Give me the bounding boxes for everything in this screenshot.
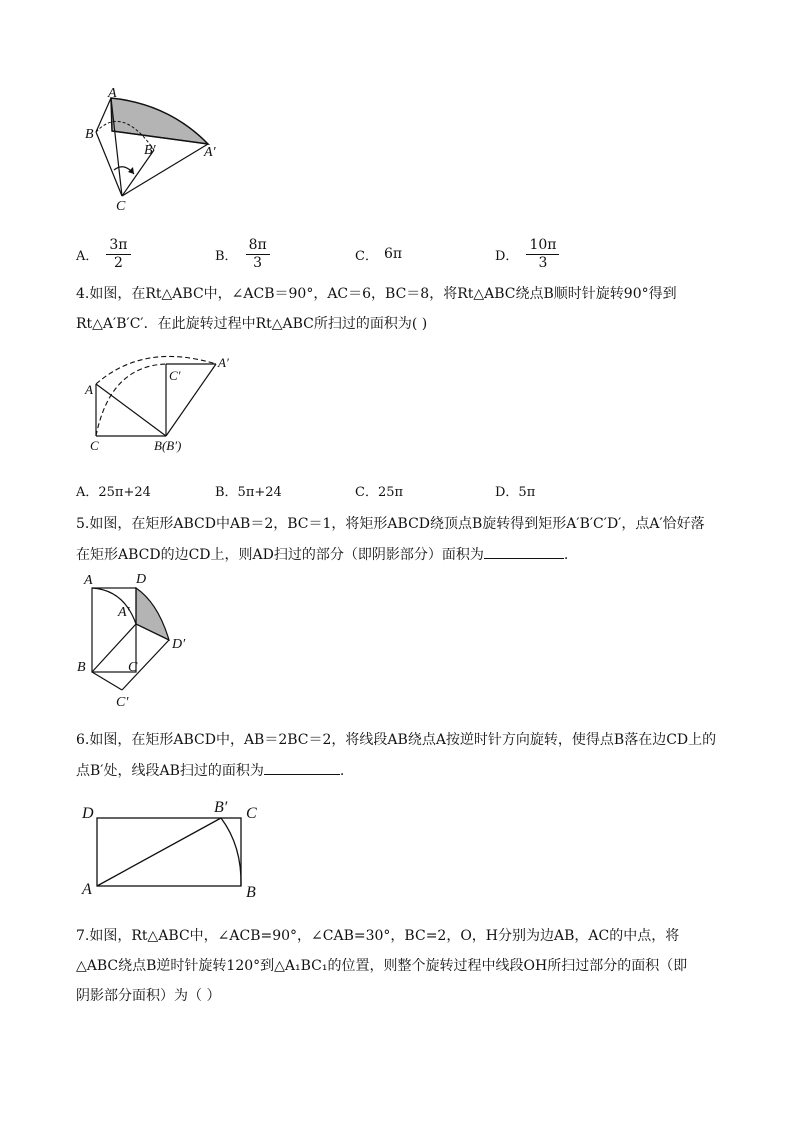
q3-option-a[interactable]: A． $\frac{3\pi}{2}$ xyxy=(76,234,131,274)
q5-text-line1: 5.如图，在矩形ABCD中AB＝2，BC＝1，将矩形ABCD绕顶点B旋转得到矩形A′B′C′D′，点A′恰好落 xyxy=(76,516,705,532)
label-a-prime: A′ xyxy=(204,145,216,160)
q3-option-b[interactable]: B． $\frac{8\pi}{3}$ xyxy=(215,234,270,274)
label-c: C xyxy=(246,805,257,822)
q4-text-line2: Rt△A′B′C′．在此旋转过程中Rt△ABC所扫过的面积为( ) xyxy=(76,316,428,332)
q4-option-d[interactable]: D．5π xyxy=(495,484,536,500)
q3-option-c[interactable]: C． 6π xyxy=(355,246,403,264)
fraction: $\frac{10\pi}{3}$ xyxy=(526,237,559,272)
label-b: B xyxy=(77,660,86,675)
q4-option-a[interactable]: A．25π+24 xyxy=(76,484,151,500)
fraction: $\frac{8\pi}{3}$ xyxy=(246,237,270,272)
q4-options xyxy=(76,475,756,505)
label-b: B xyxy=(85,127,94,142)
answer-blank[interactable] xyxy=(264,760,340,775)
label-c: C xyxy=(90,438,99,453)
q4-text-line1: 4.如图，在Rt△ABC中，∠ACB＝90°，AC＝6，BC＝8，将Rt△ABC绕点B顺时针旋转90°得到 xyxy=(76,286,677,302)
q7-text-line3: 阴影部分面积）为（ ） xyxy=(76,988,221,1004)
answer-blank[interactable] xyxy=(484,544,564,559)
figure-q3 xyxy=(84,86,234,216)
q4-option-c[interactable]: C．25π xyxy=(355,484,404,500)
figure-q6 xyxy=(76,794,276,904)
q7-text-line2: △ABC绕点B逆时针旋转120°到△A₁BC₁的位置，则整个旋转过程中线段OH所扫过部分的面积（即 xyxy=(76,958,688,974)
label-b: B xyxy=(246,884,256,901)
label-d: D xyxy=(82,805,94,822)
q4-option-b[interactable]: B．5π+24 xyxy=(215,484,282,500)
figure-q5 xyxy=(76,568,196,710)
label-a-prime: A′ xyxy=(118,605,130,620)
label-c-prime: C′ xyxy=(116,695,129,710)
label-b-prime: B′ xyxy=(144,143,156,158)
q5-text-line2: 在矩形ABCD的边CD上，则AD扫过的部分（即阴影部分）面积为 . xyxy=(76,544,568,565)
q3-option-d[interactable]: D． $\frac{10\pi}{3}$ xyxy=(495,234,559,274)
label-b: B(B′) xyxy=(154,438,182,453)
fraction: $\frac{3\pi}{2}$ xyxy=(106,237,130,272)
q6-text-line2: 点B′处，线段AB扫过的面积为 . xyxy=(76,760,344,781)
q7-text-line1: 7.如图，Rt△ABC中，∠ACB=90°，∠CAB=30°，BC=2，O，H分别为边AB，AC的中点，将 xyxy=(76,928,680,944)
q3-options xyxy=(76,234,756,274)
q6-text-line1: 6.如图，在矩形ABCD中，AB＝2BC＝2，将线段AB绕点A按逆时针方向旋转，使得点B落在边CD上的 xyxy=(76,732,717,748)
label-a: A xyxy=(85,382,93,397)
label-a: A xyxy=(84,573,93,588)
label-d-prime: D′ xyxy=(172,637,186,652)
figure-q4 xyxy=(84,350,244,456)
label-a: A xyxy=(82,881,92,898)
label-d: D xyxy=(136,572,147,587)
label-c: C xyxy=(128,660,138,675)
label-a-prime: A′ xyxy=(218,355,229,370)
label-c: C xyxy=(116,199,126,214)
label-a: A xyxy=(108,86,117,101)
label-c-prime: C′ xyxy=(169,368,181,383)
label-b-prime: B′ xyxy=(214,799,228,816)
